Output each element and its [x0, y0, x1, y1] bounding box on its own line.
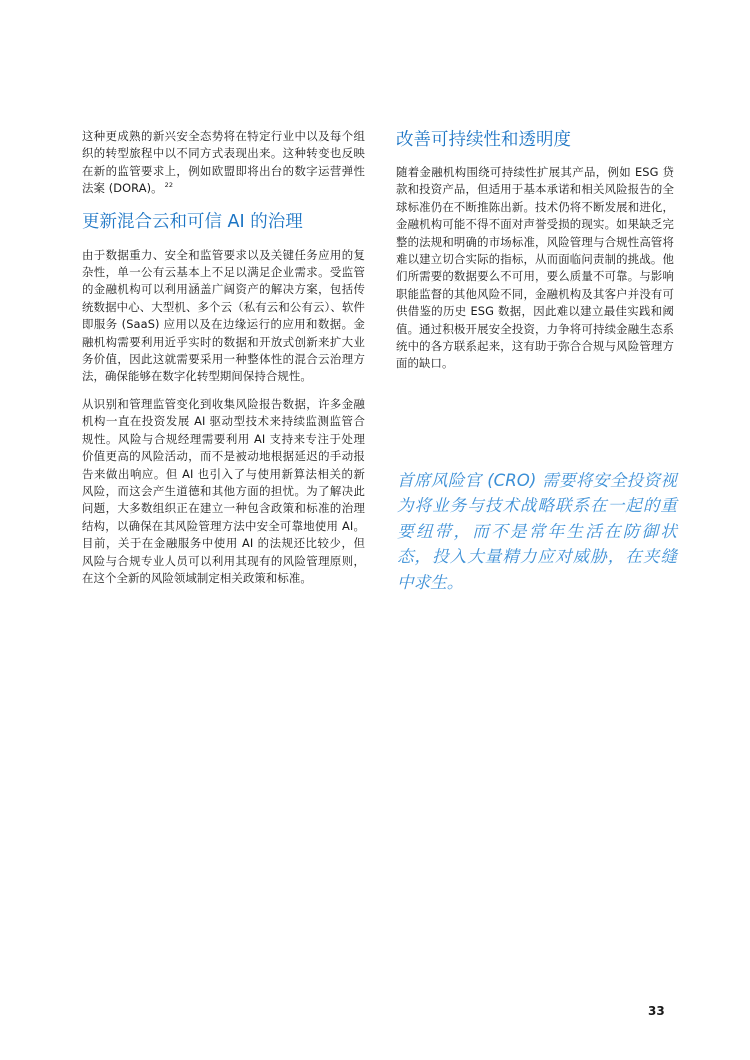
footnote-reference[interactable]: 22: [164, 181, 174, 190]
intro-paragraph-text: 这种更成熟的新兴安全态势将在特定行业中以及每个组织的转型旅程中以不同方式表现出来。这种转变也反映在新的监管要求上，例如欧盟即将出台的数字运营弹性法案 (DORA)。: [82, 129, 365, 196]
hybrid-cloud-paragraph: 由于数据重力、安全和监管要求以及关键任务应用的复杂性，单一公有云基本上不足以满足企业需求。受监管的金融机构可以利用涵盖广阔资产的解决方案，包括传统数据中心、大型机、多个云（私有云和公有云）、软件即服务 (SaaS) 应用以及在边缘运行的应用和数据。金融机构需要利用近乎实时的数据和开放式创新来扩大业务价值，因此这就需要采用一种整体性的混合云治理方法，确保能够在数字化转型期间保持合规性。: [82, 247, 365, 384]
section-heading-sustainability: 改善可持续性和透明度: [396, 130, 571, 150]
intro-paragraph: [82, 128, 365, 198]
sustainability-paragraph: 随着金融机构围绕可持续性扩展其产品，例如 ESG 贷款和投资产品，但适用于基本承诺和相关风险报告的全球标准仍在不断推陈出新。技术仍将不断发展和进化，金融机构可能不得不面对声誉受损的现实。如果缺乏完整的法规和明确的市场标准，风险管理与合规性高管将难以建立切合实际的指标，从而面临问责制的挑战。他们所需要的数据要么不可用，要么质量不可靠。与影响职能监督的其他风险不同，金融机构及其客户并没有可供借鉴的历史 ESG 数据，因此难以建立最佳实践和阈值。通过积极开展安全投资，力争将可持续金融生态系统中的各方联系起来，这有助于弥合合规与风险管理方面的缺口。: [396, 165, 674, 371]
pull-quote: 首席风险官 (CRO) 需要将安全投资视为将业务与技术战略联系在一起的重要纽带，而不是常年生活在防御状态，投入大量精力应对威胁，在夹缝中求生。: [397, 471, 677, 592]
ai-governance-paragraph: 从识别和管理监管变化到收集风险报告数据，许多金融机构一直在投资发展 AI 驱动型技术来持续监测监管合规性。风险与合规经理需要利用 AI 支持来专注于处理价值更高的风险活动，而不是被动地根据延迟的手动报告来做出响应。但 AI 也引入了与使用新算法相关的新风险，而这会产生道德和其他方面的担忧。为了解决此问题，大多数组织正在建立一种包含政策和标准的治理结构，以确保在其风险管理方法中安全可靠地使用 AI。目前，关于在金融服务中使用 AI 的法规还比较少，但风险与合规专业人员可以利用其现有的风险管理原则，在这个全新的风险领域制定相关政策和标准。: [82, 396, 365, 585]
right-column: [396, 128, 674, 373]
page-number: 33: [648, 1004, 665, 1018]
left-column: [82, 128, 365, 587]
section-heading-hybrid-cloud-ai: 更新混合云和可信 AI 的治理: [82, 211, 303, 232]
